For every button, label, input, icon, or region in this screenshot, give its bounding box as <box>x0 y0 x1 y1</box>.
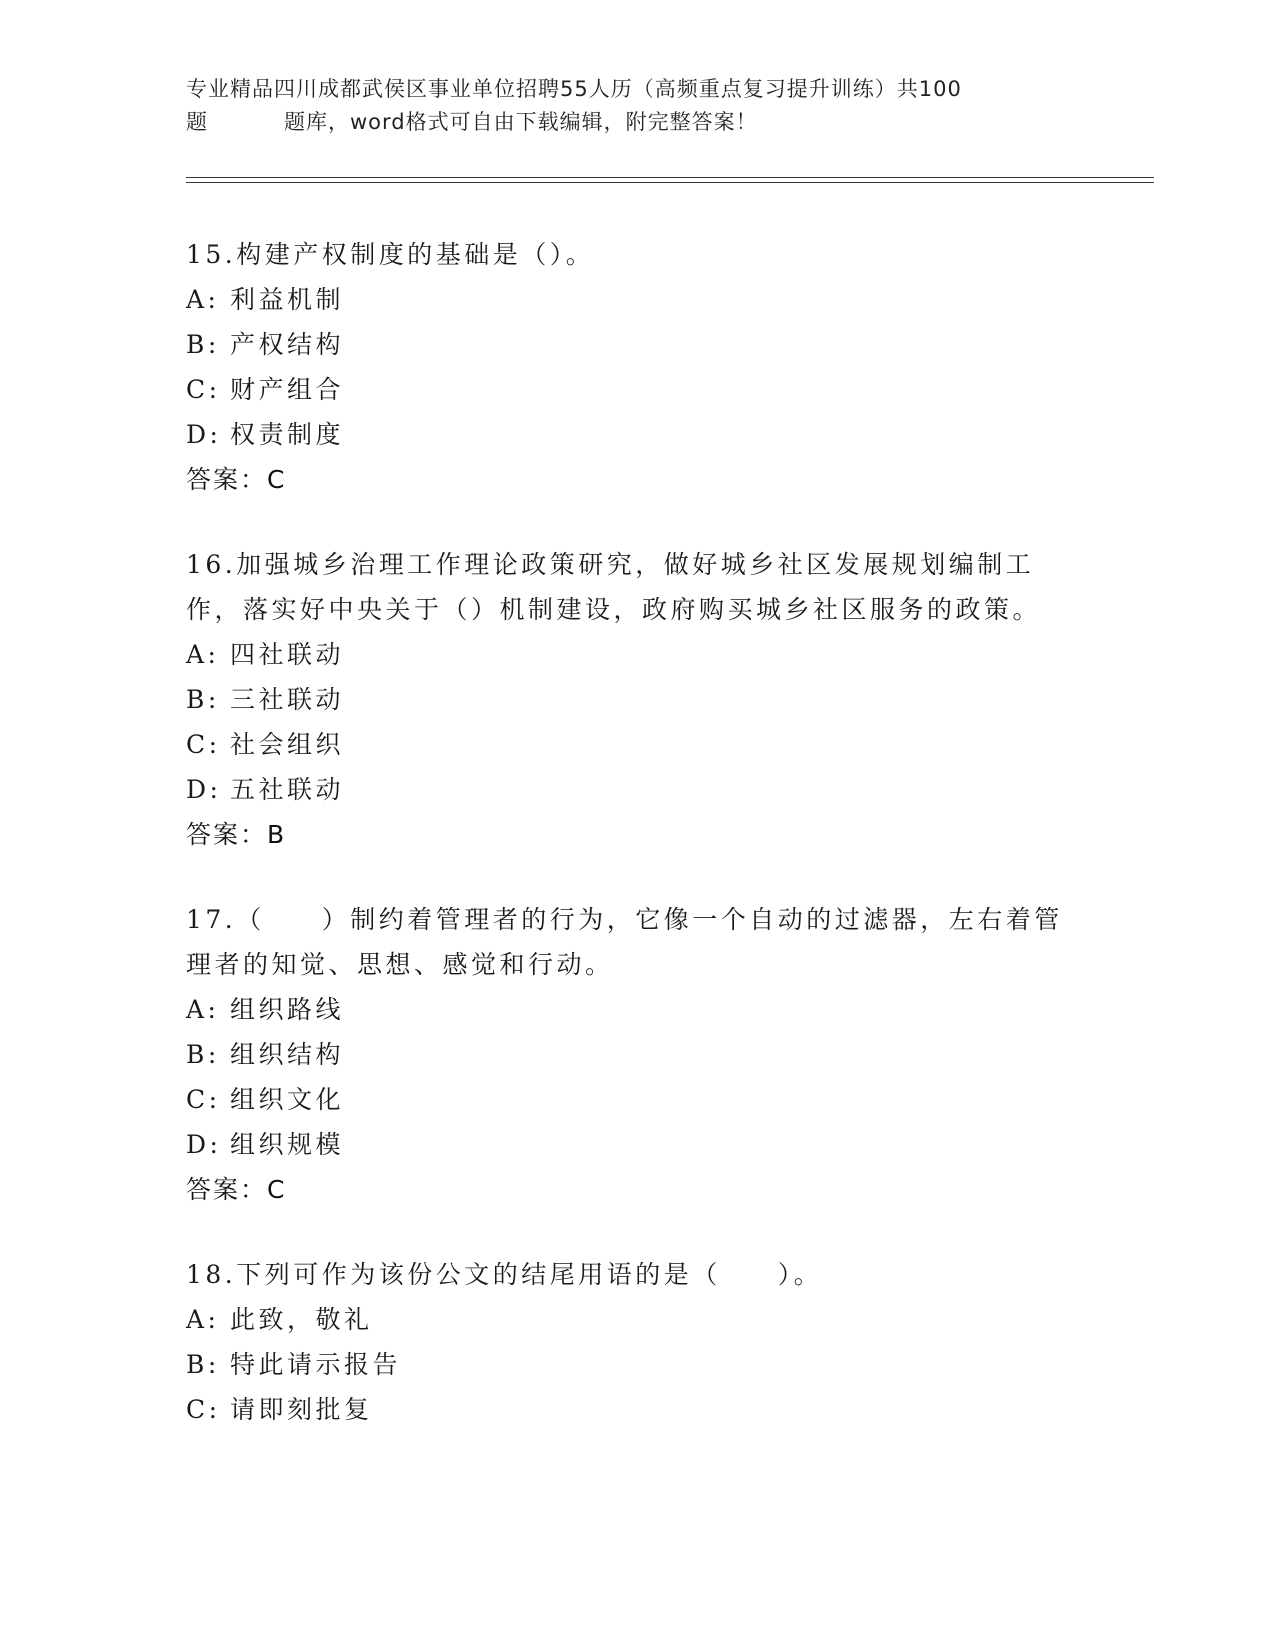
option-text: 组织文化 <box>230 1085 345 1114</box>
header-line2-left: 题 <box>186 110 208 134</box>
option-b <box>186 1032 1086 1077</box>
option-text: 四社联动 <box>230 640 345 669</box>
option-text: 请即刻批复 <box>230 1395 373 1424</box>
option-text: 此致，敬礼 <box>230 1305 373 1334</box>
option-text: 组织结构 <box>230 1040 345 1069</box>
answer-line: 答案：C <box>186 465 287 494</box>
option-text: 三社联动 <box>230 685 345 714</box>
question-text: 16.加强城乡治理工作理论政策研究，做好城乡社区发展规划编制工作，落实好中央关于（）机制建设，政府购买城乡社区服务的政策。 <box>186 550 1042 624</box>
header-divider-top <box>186 177 1154 178</box>
option-key: C: <box>186 730 221 759</box>
header-title-line1: 专业精品四川成都武侯区事业单位招聘55人历（高频重点复习提升训练）共100 <box>186 77 962 101</box>
option-text: 五社联动 <box>230 775 345 804</box>
question-18 <box>186 1252 1086 1432</box>
question-text: 17.（ ）制约着管理者的行为，它像一个自动的过滤器，左右着管理者的知觉、思想、感觉和行动。 <box>186 905 1063 979</box>
option-text: 权责制度 <box>230 420 345 449</box>
option-text: 特此请示报告 <box>230 1350 402 1379</box>
option-c <box>186 722 1086 767</box>
option-c <box>186 1077 1086 1122</box>
option-b <box>186 677 1086 722</box>
option-text: 组织路线 <box>230 995 345 1024</box>
question-15 <box>186 232 1086 502</box>
option-key: D: <box>186 1130 222 1159</box>
question-17 <box>186 897 1086 1212</box>
option-key: B: <box>186 330 220 359</box>
header-line2-right: 题库，word格式可自由下载编辑，附完整答案！ <box>284 110 758 134</box>
option-text: 利益机制 <box>230 285 345 314</box>
option-key: A: <box>186 995 220 1024</box>
answer-line: 答案：B <box>186 820 287 849</box>
option-text: 社会组织 <box>230 730 345 759</box>
option-key: C: <box>186 1395 221 1424</box>
option-key: B: <box>186 1040 220 1069</box>
option-a <box>186 277 1086 322</box>
option-key: C: <box>186 1085 221 1114</box>
option-a <box>186 987 1086 1032</box>
header-divider-bottom <box>186 182 1154 183</box>
question-text: 15.构建产权制度的基础是（）。 <box>186 240 595 269</box>
option-c <box>186 367 1086 412</box>
option-text: 产权结构 <box>230 330 345 359</box>
answer-line: 答案：C <box>186 1175 287 1204</box>
option-key: D: <box>186 420 222 449</box>
question-16 <box>186 542 1086 857</box>
option-c <box>186 1387 1086 1432</box>
option-key: A: <box>186 640 220 669</box>
option-key: C: <box>186 375 221 404</box>
document-header <box>186 73 1086 139</box>
question-text: 18.下列可作为该份公文的结尾用语的是（ ）。 <box>186 1260 823 1289</box>
question-list <box>186 232 1086 1472</box>
option-d <box>186 767 1086 812</box>
option-a <box>186 1297 1086 1342</box>
header-title-line2 <box>186 106 1086 139</box>
option-b <box>186 1342 1086 1387</box>
option-key: D: <box>186 775 222 804</box>
option-key: A: <box>186 285 220 314</box>
option-key: B: <box>186 1350 220 1379</box>
option-text: 财产组合 <box>230 375 345 404</box>
option-key: B: <box>186 685 220 714</box>
option-a <box>186 632 1086 677</box>
option-key: A: <box>186 1305 220 1334</box>
option-d <box>186 1122 1086 1167</box>
option-text: 组织规模 <box>230 1130 345 1159</box>
option-b <box>186 322 1086 367</box>
option-d <box>186 412 1086 457</box>
